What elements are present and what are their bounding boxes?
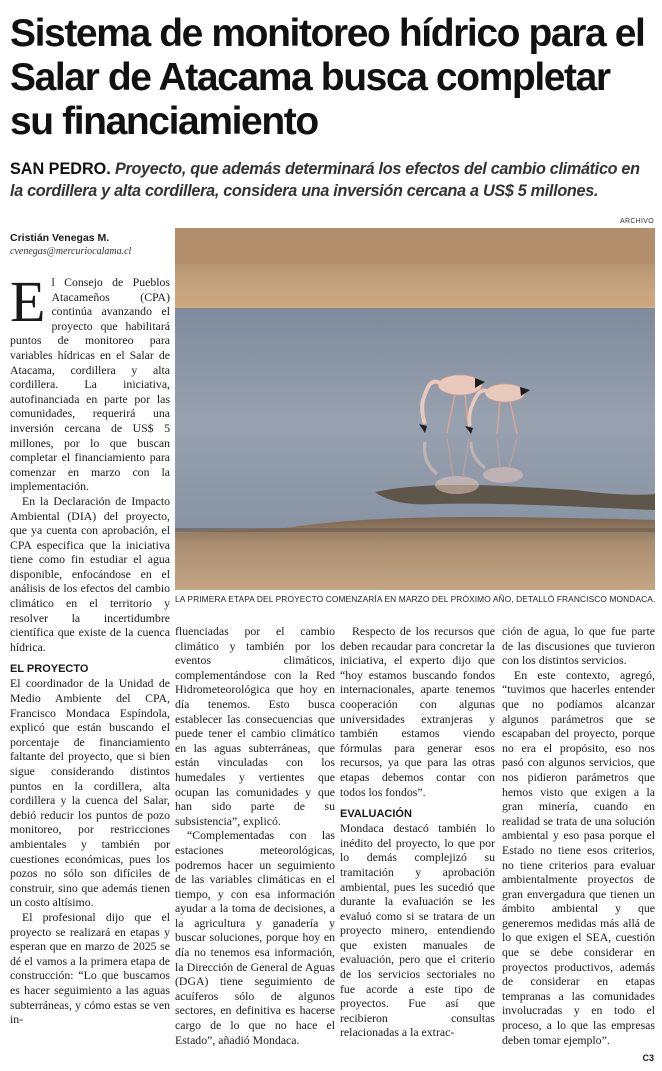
paragraph: Mondaca destacó también lo inédito del proyecto, lo que por lo demás complejizó su tramitación y aprobación ambiental, pues les sucedió que durante la evaluación se les evaluó como si se tratara de un proyecto minero, entendiendo que existen manuales de evaluación, pero que el criterio de los servicios sectoriales no fue acorde a este tipo de proyectos. Fue así que recibieron consultas relacionadas a la extrac-	[340, 821, 495, 1040]
column-2	[175, 624, 335, 1066]
photo-credit: ARCHIVO	[620, 218, 654, 225]
column-4	[502, 624, 655, 1066]
author-name: Cristián Venegas M.	[10, 232, 110, 244]
paragraph: En este contexto, agregó, “tuvimos que hacerles entender que no podíamos alcanzar algunos parámetros que se escapaban del proyecto, porque no era el propósito, eso nos pasó con algunos servicios, que nos pidieron parámetros que hemos visto que exigen a la gran minería, cuando en realidad se trata de una solución ambiental y eso pasa porque el Estado no tiene esos criterios, no tiene criterios para evaluar ambientalmente proyectos de gran envergadura que tienen un ámbito ambiental y que generemos medidas más allá de lo que exigen el SEA, cuestión que se debe considerar en proyectos productivos, además de considerar en etapas tempranas a las comunidades involucradas y en todo el proceso, a lo que las empresas deben tomar ejemplo”.	[502, 667, 655, 1047]
headline: Sistema de monitoreo hídrico para el Salar de Atacama busca completar su financiamiento	[10, 12, 645, 143]
paragraph: ción de agua, lo que fue parte de las discusiones que tuvieron con los distintos servicios.	[502, 624, 655, 668]
drop-cap: E	[10, 275, 46, 334]
paragraph-text: l Consejo de Pueblos Atacameños (CPA) continúa avanzando el proyecto que habilitará puntos de monitoreo para variables hídricas en el Salar de Atacama, cordillera y alta cordillera. La iniciativa, autofinanciada en parte por las comunidades, requerirá una inversión cercana de US$ 5 millones, por lo que buscan completar el financiamiento para comenzar en marzo con la implementación.	[10, 275, 170, 494]
kicker: SAN PEDRO.	[10, 160, 111, 178]
lead-paragraph	[10, 158, 656, 202]
byline	[10, 231, 170, 259]
flamingo-photo	[175, 228, 655, 590]
end-mark: C3	[642, 1053, 654, 1063]
paragraph	[10, 275, 170, 494]
column-3	[340, 624, 495, 1066]
paragraph: “Complementadas con las estaciones meteorológicas, podremos hacer un seguimiento de las variables climáticas en el tiempo, y con esa información ayudar a la toma de decisiones, a la agricultura y ganadería y buscar soluciones, porque hoy en día no tenemos esa información, la Dirección de General de Aguas (DGA) tiene seguimiento de acuíferos sólo de algunos sectores, en definitiva es hacerse cargo de lo que no hace el Estado”, añadió Mondaca.	[175, 828, 335, 1047]
paragraph: El coordinador de la Unidad de Medio Ambiente del CPA, Francisco Mondaca Espíndola, explicó que están buscando el porcentaje de financiamiento faltante del proyecto, que si bien sigue considerando distintos puntos en la cordillera, alta cordillera y la cuenca del Salar, debió reducir los puntos de pozo monitoreo, por restricciones ambientales y también por cuestiones económicas, pues los pozos no sólo son difíciles de construir, sino que además tienen un costo altísimo.	[10, 676, 170, 910]
paragraph: El profesional dijo que el proyecto se realizará en etapas y esperan que en marzo de 2025 se dé el vamos a la primera etapa de construcción: “Lo que buscamos es hacer seguimiento a las aguas subterráneas, y cómo estas se ven in-	[10, 909, 170, 1027]
subheading-el-proyecto: EL PROYECTO	[10, 663, 89, 676]
paragraph: fluenciadas por el cambio climático y también por los eventos climáticos, complementándose con la Red Hidrometeorológica que hoy en día tenemos. Esto busca establecer las consecuencias que puede tener el cambio climático en las aguas subterráneas, que están vinculadas con los humedales y vertientes que ocupan las comunidades y que han sido parte de su subsistencia”, explicó.	[175, 624, 335, 828]
paragraph: Respecto de los recursos que deben recaudar para concretar la iniciativa, el experto dijo que “hoy estamos buscando fondos internacionales, aparte tenemos cooperación con algunas universidades extranjeras y también estamos viendo fórmulas para generar esos recursos, ya que para las otras etapas debemos contar con todos los fondos”.	[340, 624, 495, 799]
subheading-evaluacion: EVALUACIÓN	[340, 808, 412, 821]
paragraph: En la Declaración de Impacto Ambiental (DIA) del proyecto, que ya cuenta con aprobación, el CPA especifica que la iniciativa tiene como fin estudiar el agua disponible, enfocándose en el análisis de los efectos del cambio climático en el territorio y resolver la incertidumbre científica que existe de la cuenca hídrica.	[10, 493, 170, 654]
column-1	[10, 275, 170, 1065]
photo-caption: LA PRIMERA ETAPA DEL PROYECTO COMENZARÍA EN MARZO DEL PRÓXIMO AÑO, DETALLÓ FRANCISCO MONDACA.	[175, 594, 656, 604]
lead-text: Proyecto, que además determinará los efectos del cambio climático en la cordillera y alta cordillera, considera una inversión cercana a US$ 5 millones.	[10, 160, 640, 200]
author-email: cvenegas@mercuriocalama.cl	[10, 246, 132, 257]
